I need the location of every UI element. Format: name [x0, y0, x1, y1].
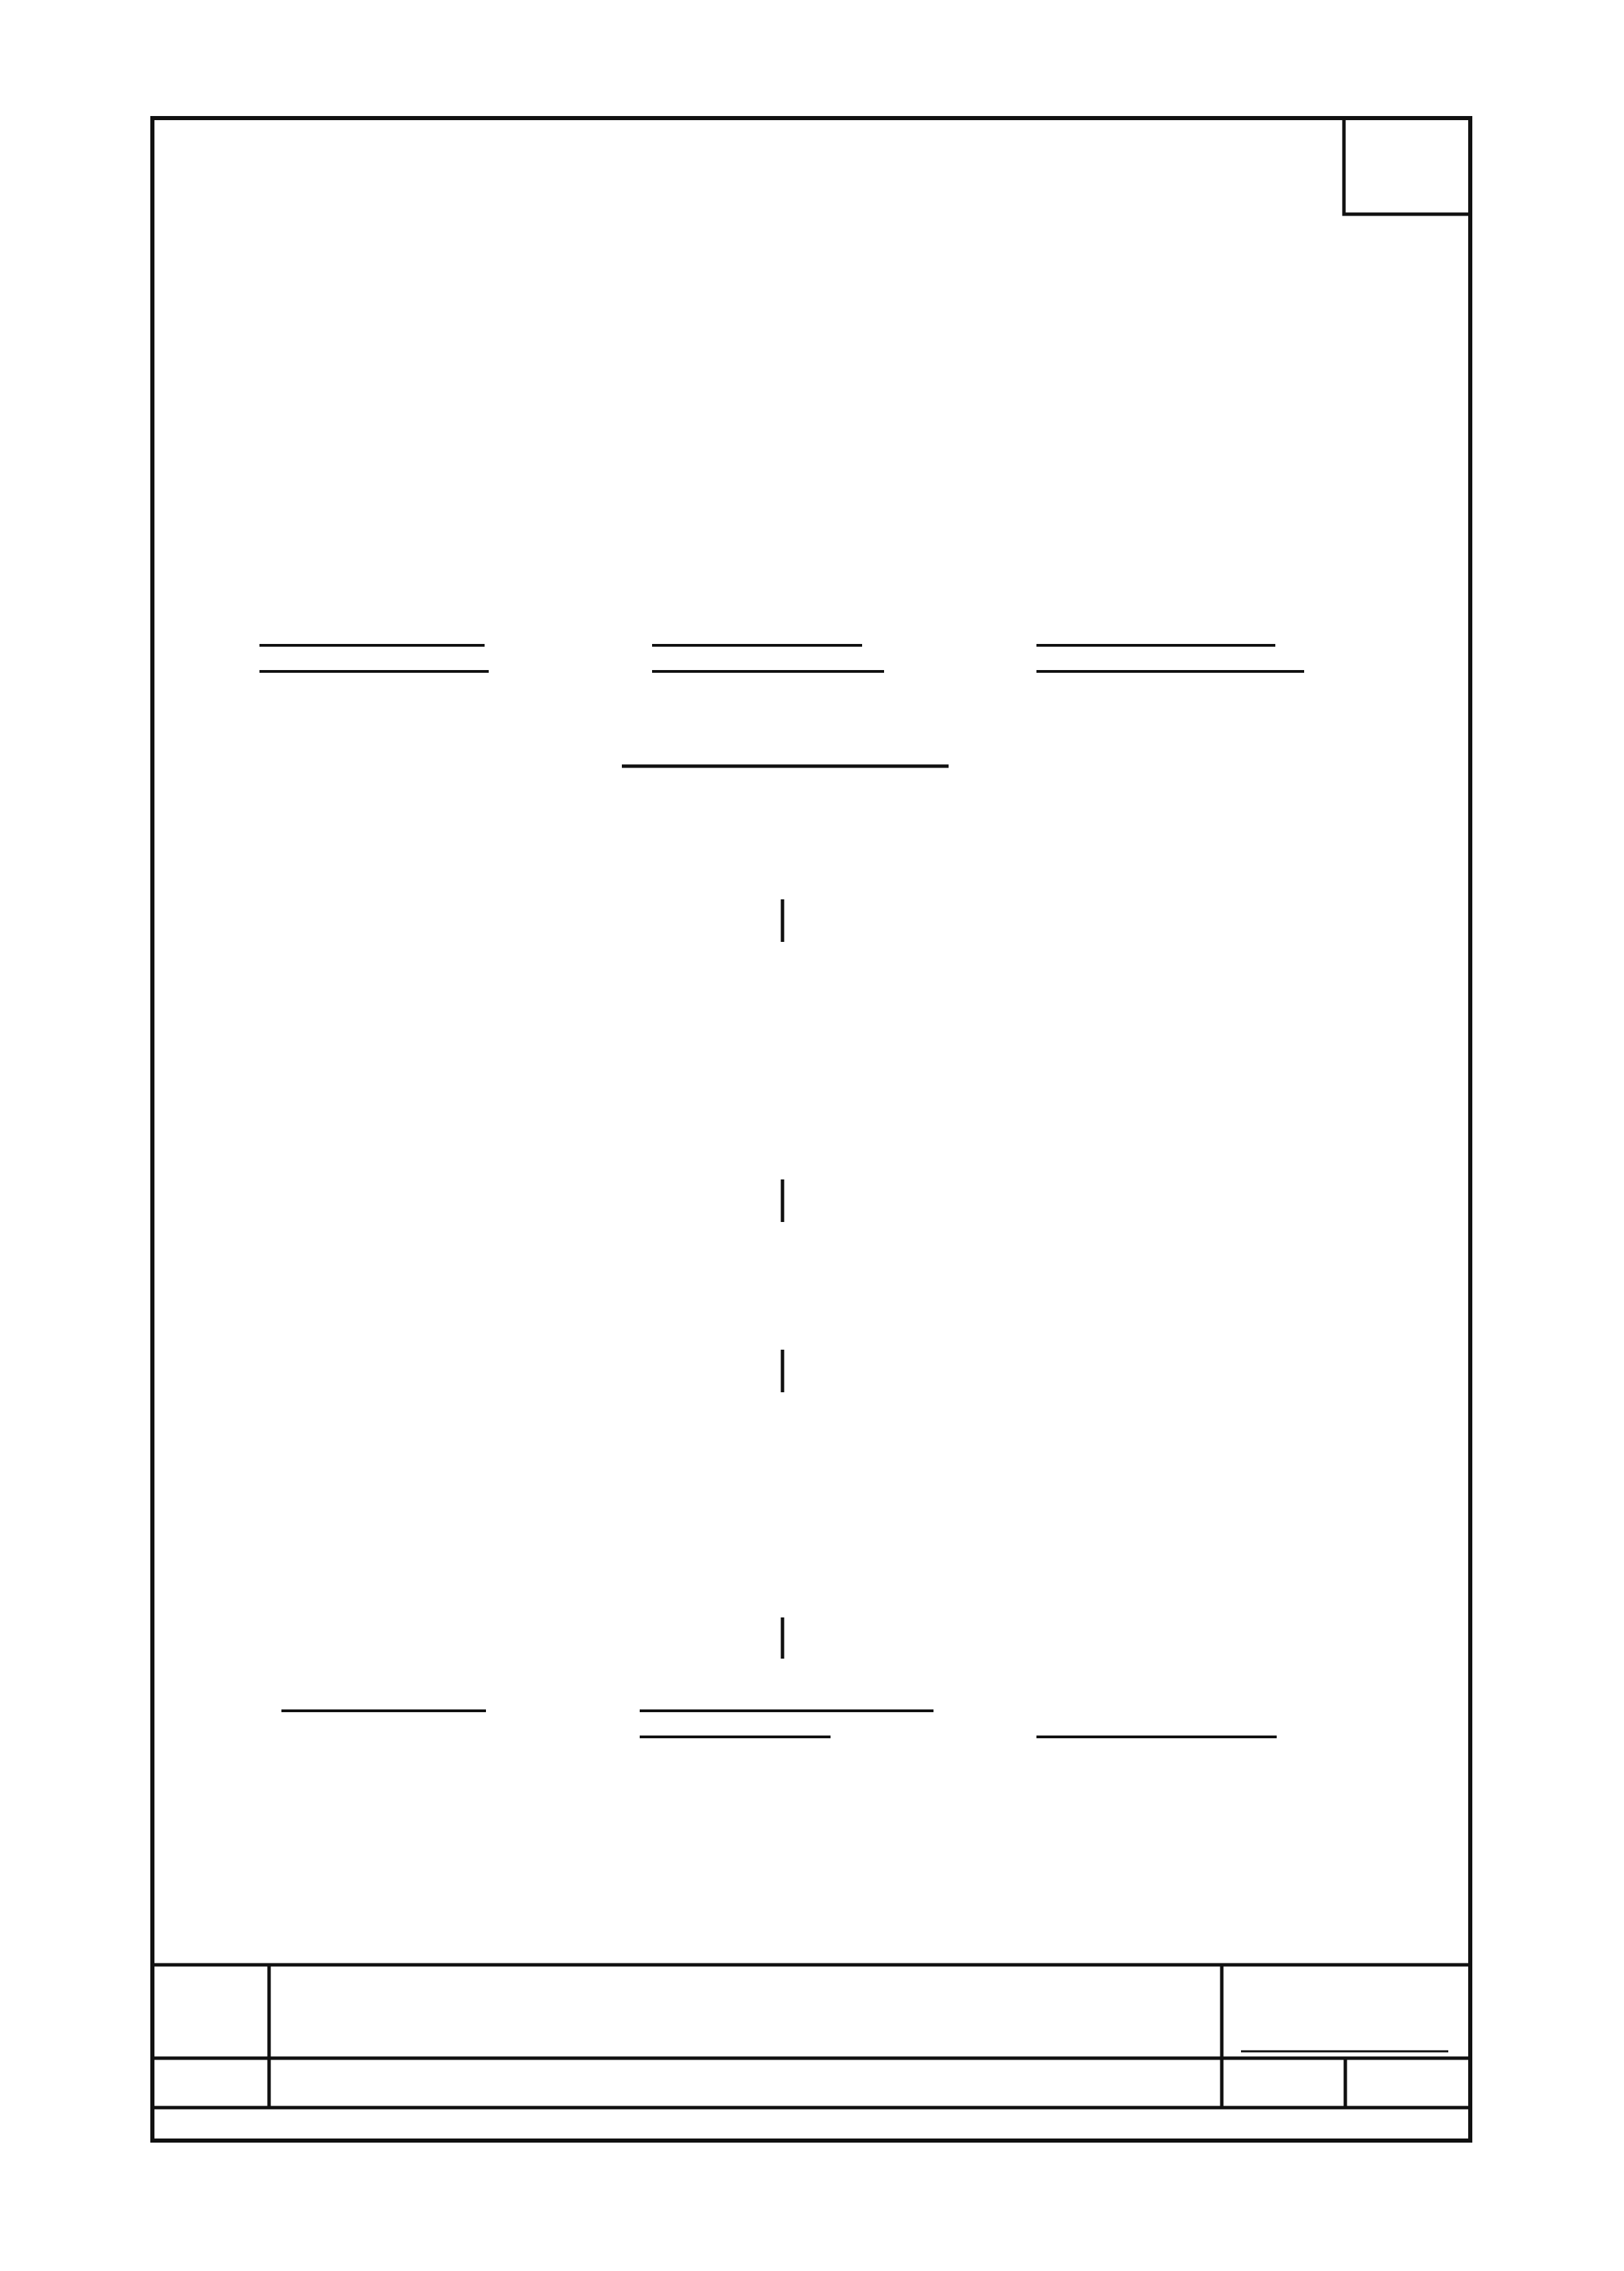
title-block: [152, 1965, 1470, 2108]
type-caption-4: [259, 645, 489, 671]
type-caption-6: [1036, 645, 1304, 671]
sheet-frame: [152, 118, 1470, 2141]
plan-caption-quarter: [640, 1711, 933, 1737]
type-caption-5: [652, 645, 884, 671]
